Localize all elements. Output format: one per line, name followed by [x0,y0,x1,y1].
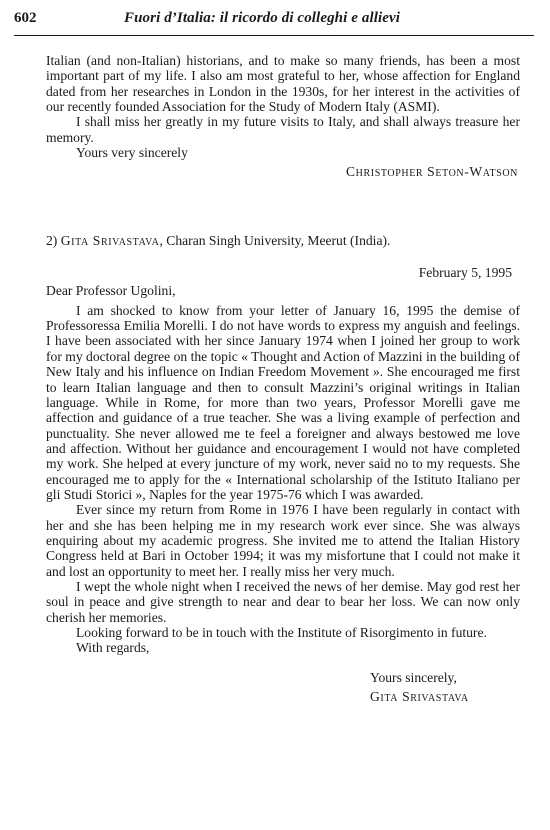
letter2-closing: Yours sincerely, [370,669,457,685]
letter2-signature: Gita Srivastava [370,688,469,704]
letter2-salutation: Dear Professor Ugolini, [46,283,176,299]
running-title: Fuori d’Italia: il ricordo di colleghi e allievi [124,10,401,26]
letter2-regards: With regards, [76,640,150,656]
letter2-paragraph-2: Ever since my return from Rome in 1976 I have been regularly in contact with her and she has been helping me in my research work ever since. She was always enquiring about my academic progress. She invited me to attend the Italian History Congress held at Bari in October 1994; it was my misfortune that I could not make it and lost an opportunity to meet her. I really miss her very much. [46,502,520,579]
letter2-paragraph-4: Looking forward to be in touch with the Institute of Risorgimento in future. [76,625,487,640]
letter2-heading [46,233,520,248]
letter1-closing: Yours very sincerely [76,145,188,161]
letter2-heading-number: 2) [46,232,61,248]
letter2-closing-block [370,668,520,706]
letter2-paragraph-1: I am shocked to know from your letter of January 16, 1995 the demise of Professoressa Emilia Morelli. I do not have words to express my anguish and feelings. I have been associated with her since January 1974 when I joined her group to work for my doctoral degree on the topic « Thought and Action of Mazzini in the building of New Italy and his influence on Indian Freedom Movement ». She encouraged me first to learn Italian language and then to consult Mazzini’s original writings in Italian language. While in Rome, for more than two years, Professor Morelli gave me affection and guidance of a true teacher. She was a living example of perfection and punctuality. She never allowed me te feel a foreigner and always bestowed me love and affection. Without her guidance and encouragement I would not have completed my work. She helped at every juncture of my work, never said no to my requests. She encouraged me to apply for the « International scholarship of the Istituto Italiano per gli Studi Storici », Naples for the year 1975-76 which I was awarded. [46,302,520,502]
letter2-heading-affiliation: , Charan Singh University, Meerut (India). [159,232,391,248]
letter2-heading-name: Gita Srivastava [60,232,160,248]
page-header [14,11,534,33]
letter1-paragraph-1: Italian (and non-Italian) historians, and to make so many friends, has been a most important part of my life. I also am most grateful to her, whose affection for England dated from her researches in London in the 1930s, for her interest in the activities of our recently founded Association for the Study of Modern Italy (ASMI). [46,53,520,115]
page-number: 602 [14,10,37,26]
page-body [46,53,520,706]
header-rule [14,35,534,36]
letter2-date: February 5, 1995 [418,265,512,281]
letter1-signature: Christopher Seton-Watson [346,164,518,180]
letter2-paragraph-3: I wept the whole night when I received the news of her demise. May god rest her soul in peace and give strength to near and dear to bear her loss. We can now only cherish her memories. [46,578,520,625]
letter1-paragraph-2: I shall miss her greatly in my future visits to Italy, and shall always treasure her memory. [46,114,520,145]
